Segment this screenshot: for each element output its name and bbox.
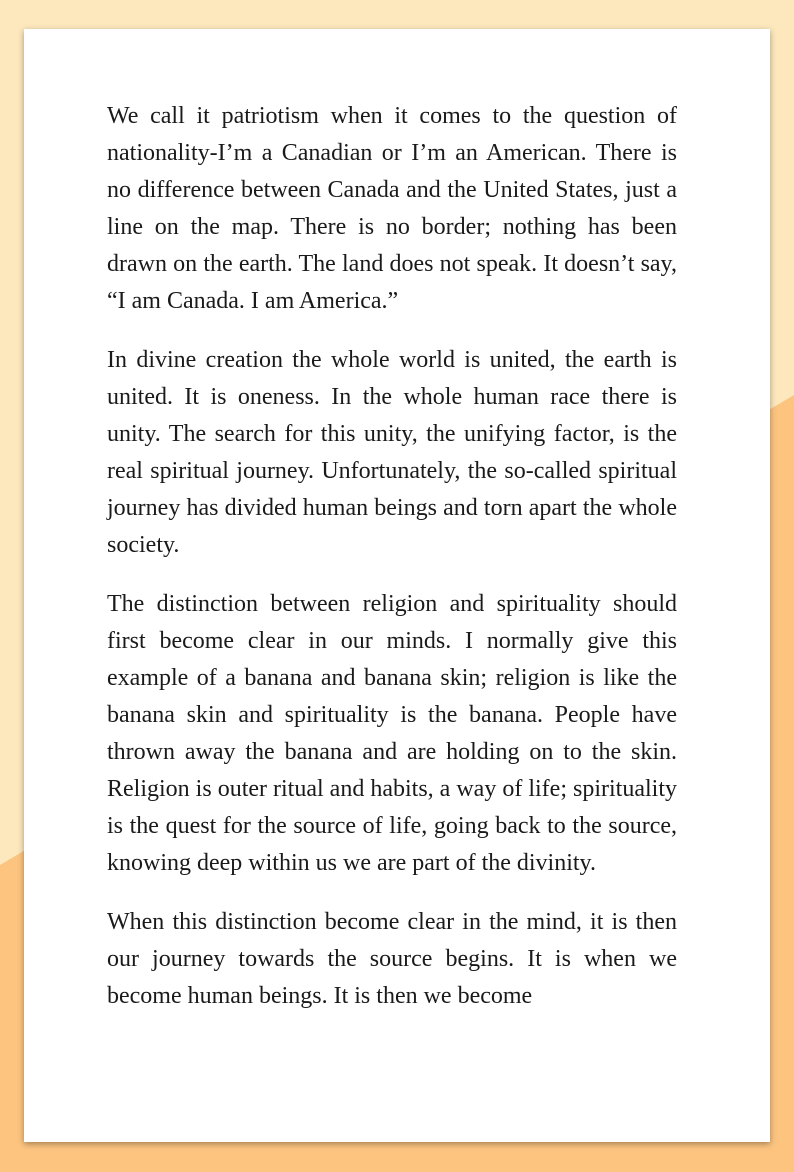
- paragraph-1: We call it patriotism when it comes to the question of nationality-I’m a Canadian or I’m an American. There is no difference between Canada and the United States, just a line on the map. There is no border; nothing has been drawn on the earth. The land does not speak. It doesn’t say, “I am Canada. I am America.”: [107, 103, 677, 314]
- page-text: [107, 98, 677, 1037]
- paragraph-2: In divine creation the whole world is united, the earth is united. It is oneness. In the whole human race there is unity. The search for this unity, the unifying factor, is the real spiritual journey. Unfortunately, the so-called spiritual journey has divided human beings and torn apart the whole society.: [107, 347, 677, 558]
- paragraph-4: When this distinction become clear in the mind, it is then our journey towards the source begins. It is when we become human beings. It is then we become: [107, 909, 677, 1009]
- document-page: [24, 29, 770, 1142]
- paragraph-3: The distinction between religion and spirituality should first become clear in our minds. I normally give this example of a banana and banana skin; religion is like the banana skin and spirituality is the banana. People have thrown away the banana and are holding on to the skin. Religion is outer ritual and habits, a way of life; spirituality is the quest for the source of life, going back to the source, knowing deep within us we are part of the divinity.: [107, 591, 677, 876]
